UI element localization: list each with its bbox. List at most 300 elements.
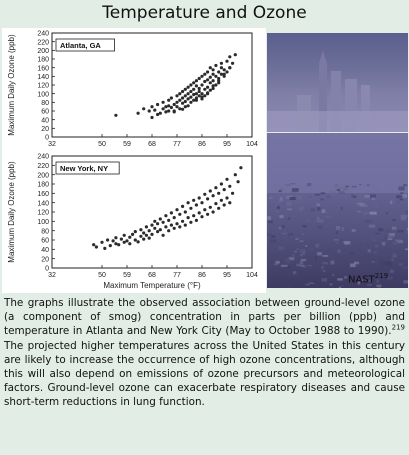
y-tick-label: 80	[41, 228, 49, 236]
data-point	[231, 192, 234, 195]
city-block	[361, 205, 368, 207]
city-block	[326, 195, 331, 198]
data-point	[214, 64, 217, 67]
photo-atlanta-skyline	[267, 33, 408, 132]
data-point	[203, 193, 206, 196]
city-block	[336, 226, 340, 230]
data-point	[206, 91, 209, 94]
x-tick-label: 95	[223, 141, 231, 148]
data-point	[156, 222, 159, 225]
city-block	[345, 186, 349, 188]
data-point	[103, 247, 106, 250]
caption-part1: The graphs illustrate the observed association between ground-level ozone (a component of smog) concentration in parts per billion (ppb) and temperature in Atlanta and New York City (May to October 1988 to 1990).	[4, 297, 405, 338]
photo-new-york-aerial	[267, 133, 408, 288]
city-block	[385, 230, 389, 232]
city-block	[352, 229, 356, 232]
y-tick-label: 180	[37, 181, 49, 189]
skyline-spire	[319, 51, 327, 63]
data-point	[106, 238, 109, 241]
data-point	[187, 92, 190, 95]
data-point	[212, 194, 215, 197]
data-point	[198, 211, 201, 214]
data-point	[184, 210, 187, 213]
data-point	[148, 229, 151, 232]
city-block	[341, 207, 344, 211]
data-point	[170, 211, 173, 214]
data-point	[173, 103, 176, 106]
source-ref: 219	[374, 272, 389, 280]
data-point	[217, 207, 220, 210]
x-tick-label: 50	[98, 272, 106, 279]
data-point	[159, 217, 162, 220]
city-block	[394, 241, 399, 244]
data-point	[206, 213, 209, 216]
data-point	[223, 188, 226, 191]
y-tick-label: 220	[37, 162, 49, 170]
data-point	[167, 109, 170, 112]
y-tick-label: 20	[41, 125, 49, 133]
city-block	[334, 239, 339, 240]
x-tick-label: 32	[48, 272, 56, 279]
city-block	[403, 194, 407, 198]
data-point	[203, 73, 206, 76]
data-point	[225, 60, 228, 63]
city-block	[317, 225, 322, 229]
data-point	[137, 112, 140, 115]
data-point	[128, 236, 131, 239]
city-block	[390, 201, 392, 205]
data-point	[131, 233, 134, 236]
x-tick-label: 32	[48, 141, 56, 148]
city-block	[279, 190, 282, 192]
data-point	[212, 79, 215, 82]
data-point	[212, 84, 215, 87]
data-point	[189, 96, 192, 99]
data-point	[167, 104, 170, 107]
haze-band	[267, 111, 408, 132]
city-block	[403, 267, 408, 269]
data-point	[203, 208, 206, 211]
city-block	[330, 283, 333, 285]
y-tick-label: 140	[37, 200, 49, 208]
data-point	[195, 203, 198, 206]
data-point	[184, 105, 187, 108]
data-point	[192, 93, 195, 96]
city-block	[350, 252, 355, 253]
data-point	[109, 244, 112, 247]
data-point	[95, 245, 98, 248]
city-block	[397, 230, 403, 232]
data-point	[150, 105, 153, 108]
y-tick-label: 120	[37, 209, 49, 217]
data-point	[175, 101, 178, 104]
data-point	[225, 196, 228, 199]
data-point	[198, 77, 201, 80]
city-block	[353, 196, 356, 198]
city-block	[277, 206, 280, 209]
data-point	[156, 230, 159, 233]
data-point	[187, 216, 190, 219]
data-point	[239, 166, 242, 169]
data-point	[237, 180, 240, 183]
y-tick-label: 240	[37, 153, 49, 161]
data-point	[114, 114, 117, 117]
y-tick-label: 120	[37, 82, 49, 90]
city-block	[389, 233, 395, 236]
data-point	[214, 75, 217, 78]
city-block	[407, 228, 408, 231]
data-point	[209, 66, 212, 69]
city-block	[279, 215, 283, 218]
city-label: Atlanta, GA	[60, 41, 101, 50]
city-block	[276, 261, 280, 264]
city-block	[268, 221, 273, 223]
city-block	[301, 259, 306, 261]
city-block	[323, 270, 326, 272]
city-block	[327, 248, 330, 250]
city-block	[271, 186, 278, 188]
data-point	[195, 99, 198, 102]
data-point	[206, 86, 209, 89]
data-point	[170, 96, 173, 99]
data-point	[178, 92, 181, 95]
y-tick-label: 0	[45, 265, 49, 273]
city-block	[395, 239, 401, 241]
city-block	[293, 271, 297, 274]
data-point	[195, 92, 198, 95]
x-tick-label: 86	[198, 141, 206, 148]
city-block	[392, 254, 398, 258]
city-block	[302, 234, 304, 235]
city-block	[338, 249, 341, 253]
x-tick-label: 104	[246, 272, 258, 279]
data-point	[195, 84, 198, 87]
city-block	[287, 209, 292, 211]
data-point	[142, 107, 145, 110]
city-block	[322, 262, 328, 265]
city-block	[398, 187, 404, 191]
data-point	[220, 73, 223, 76]
data-point	[223, 203, 226, 206]
city-block	[379, 185, 385, 187]
data-point	[137, 240, 140, 243]
data-point	[192, 199, 195, 202]
city-block	[397, 201, 400, 204]
city-block	[321, 193, 326, 195]
city-block	[290, 197, 296, 200]
city-block	[317, 252, 322, 255]
city-block	[282, 185, 285, 188]
data-point	[184, 100, 187, 103]
y-tick-label: 40	[41, 117, 49, 125]
city-block	[357, 203, 364, 205]
city-block	[315, 194, 320, 196]
city-block	[378, 257, 381, 260]
city-block	[302, 251, 305, 255]
city-block	[290, 193, 295, 195]
data-point	[145, 225, 148, 228]
y-tick-label: 160	[37, 190, 49, 198]
city-block	[388, 236, 394, 238]
data-point	[148, 237, 151, 240]
city-block	[381, 261, 388, 265]
data-point	[164, 110, 167, 113]
city-block	[344, 241, 351, 244]
data-point	[162, 234, 165, 237]
data-point	[228, 66, 231, 69]
data-point	[220, 199, 223, 202]
data-point	[156, 103, 159, 106]
data-point	[164, 105, 167, 108]
data-point	[134, 238, 137, 241]
data-point	[181, 90, 184, 93]
data-point	[170, 224, 173, 227]
city-block	[307, 265, 312, 266]
data-point	[175, 94, 178, 97]
data-point	[114, 242, 117, 245]
city-block	[399, 263, 403, 266]
data-point	[225, 178, 228, 181]
data-point	[112, 239, 115, 242]
city-block	[278, 246, 284, 250]
city-block	[307, 183, 311, 186]
chart-atlanta	[7, 31, 258, 148]
city-block	[281, 265, 288, 267]
data-point	[200, 83, 203, 86]
x-tick-label: 95	[223, 272, 231, 279]
y-tick-label: 240	[37, 30, 49, 38]
data-point	[164, 214, 167, 217]
data-point	[173, 216, 176, 219]
data-point	[184, 224, 187, 227]
data-point	[195, 79, 198, 82]
city-block	[375, 245, 378, 247]
city-block	[382, 195, 386, 196]
y-tick-label: 100	[37, 91, 49, 99]
city-block	[308, 199, 311, 201]
data-point	[150, 224, 153, 227]
city-block	[400, 199, 404, 201]
city-block	[352, 186, 357, 187]
city-block	[271, 235, 275, 238]
city-block	[388, 238, 393, 240]
city-block	[293, 189, 299, 190]
data-point	[162, 221, 165, 224]
city-block	[404, 280, 409, 283]
data-point	[217, 192, 220, 195]
city-block	[317, 207, 321, 210]
city-block	[267, 216, 271, 220]
city-block	[282, 226, 285, 228]
data-point	[120, 238, 123, 241]
city-block	[362, 240, 365, 242]
city-block	[378, 228, 384, 231]
city-block	[308, 248, 313, 251]
data-point	[178, 107, 181, 110]
city-block	[337, 278, 342, 280]
city-block	[299, 207, 303, 211]
city-block	[305, 284, 309, 286]
city-block	[365, 220, 371, 223]
city-block	[317, 219, 324, 222]
y-tick-label: 220	[37, 39, 49, 47]
data-point	[167, 219, 170, 222]
city-block	[288, 233, 293, 236]
city-block	[369, 225, 375, 228]
data-point	[114, 236, 117, 239]
data-point	[228, 185, 231, 188]
city-block	[384, 236, 387, 240]
city-block	[395, 267, 397, 269]
city-block	[378, 287, 381, 288]
city-block	[269, 197, 273, 200]
data-point	[198, 87, 201, 90]
city-block	[322, 209, 326, 213]
data-point	[187, 86, 190, 89]
data-point	[145, 234, 148, 237]
city-block	[321, 266, 324, 270]
city-block	[290, 183, 295, 184]
data-point	[139, 235, 142, 238]
city-block	[368, 249, 371, 252]
data-point	[142, 231, 145, 234]
x-tick-label: 68	[148, 272, 156, 279]
data-point	[175, 208, 178, 211]
city-block	[303, 248, 306, 249]
city-block	[286, 202, 292, 206]
data-point	[92, 243, 95, 246]
city-block	[372, 261, 375, 262]
y-tick-label: 0	[45, 134, 49, 142]
data-point	[228, 201, 231, 204]
x-tick-label: 86	[198, 272, 206, 279]
data-point	[125, 239, 128, 242]
figure-title: Temperature and Ozone	[102, 3, 307, 23]
city-block	[370, 194, 376, 197]
city-block	[279, 227, 281, 230]
data-point	[189, 90, 192, 93]
city-block	[342, 227, 345, 231]
city-block	[396, 195, 402, 198]
data-point	[134, 230, 137, 233]
city-block	[332, 274, 335, 277]
city-block	[338, 191, 344, 194]
data-point	[175, 222, 178, 225]
data-point	[100, 241, 103, 244]
city-block	[401, 215, 407, 218]
city-block	[308, 196, 311, 198]
data-point	[181, 96, 184, 99]
city-block	[339, 287, 341, 288]
city-block	[367, 245, 369, 247]
data-point	[167, 99, 170, 102]
data-point	[228, 55, 231, 58]
data-point	[234, 53, 237, 56]
x-tick-label: 50	[98, 141, 106, 148]
city-block	[316, 204, 320, 207]
data-point	[220, 66, 223, 69]
data-point	[187, 97, 190, 100]
city-block	[372, 238, 377, 241]
data-point	[189, 221, 192, 224]
data-point	[153, 227, 156, 230]
data-point	[181, 220, 184, 223]
data-point	[192, 81, 195, 84]
data-point	[203, 88, 206, 91]
city-block	[315, 256, 317, 260]
data-point	[200, 92, 203, 95]
city-block	[364, 195, 370, 198]
city-block	[359, 184, 361, 186]
data-point	[220, 182, 223, 185]
city-block	[367, 184, 370, 185]
data-point	[189, 83, 192, 86]
city-block	[390, 270, 394, 273]
y-axis-label: Maximum Daily Ozone (ppb)	[7, 34, 16, 136]
city-block	[354, 262, 359, 265]
city-block	[390, 228, 392, 232]
data-point	[164, 225, 167, 228]
data-point	[189, 207, 192, 210]
data-point	[209, 81, 212, 84]
data-point	[212, 73, 215, 76]
city-block	[382, 242, 386, 245]
data-point	[223, 68, 226, 71]
x-tick-label: 77	[173, 272, 181, 279]
x-tick-label: 68	[148, 141, 156, 148]
y-axis-label: Maximum Daily Ozone (ppb)	[7, 161, 16, 263]
data-point	[212, 68, 215, 71]
city-block	[386, 212, 388, 214]
x-tick-label: 77	[173, 141, 181, 148]
city-block	[280, 197, 282, 200]
data-point	[220, 62, 223, 65]
source-credit	[348, 272, 388, 285]
city-block	[323, 255, 329, 257]
city-block	[287, 262, 291, 263]
data-point	[162, 107, 165, 110]
data-point	[167, 229, 170, 232]
data-point	[203, 80, 206, 83]
data-point	[198, 90, 201, 93]
data-point	[148, 109, 151, 112]
x-axis-label: Maximum Temperature (°F)	[103, 281, 201, 290]
city-block	[392, 219, 395, 221]
city-block	[357, 211, 361, 212]
city-block	[270, 239, 276, 243]
data-point	[214, 83, 217, 86]
city-block	[343, 189, 347, 191]
data-point	[173, 227, 176, 230]
city-block	[296, 248, 299, 250]
data-point	[170, 106, 173, 109]
city-block	[401, 218, 407, 221]
city-block	[379, 260, 381, 263]
data-point	[187, 201, 190, 204]
city-block	[369, 212, 376, 214]
y-tick-label: 100	[37, 218, 49, 226]
city-block	[288, 218, 291, 220]
data-point	[178, 99, 181, 102]
data-point	[198, 196, 201, 199]
city-block	[316, 244, 320, 248]
data-point	[214, 186, 217, 189]
data-point	[150, 116, 153, 119]
data-point	[139, 228, 142, 231]
data-point	[150, 233, 153, 236]
city-block	[295, 238, 299, 239]
y-tick-label: 40	[41, 246, 49, 254]
